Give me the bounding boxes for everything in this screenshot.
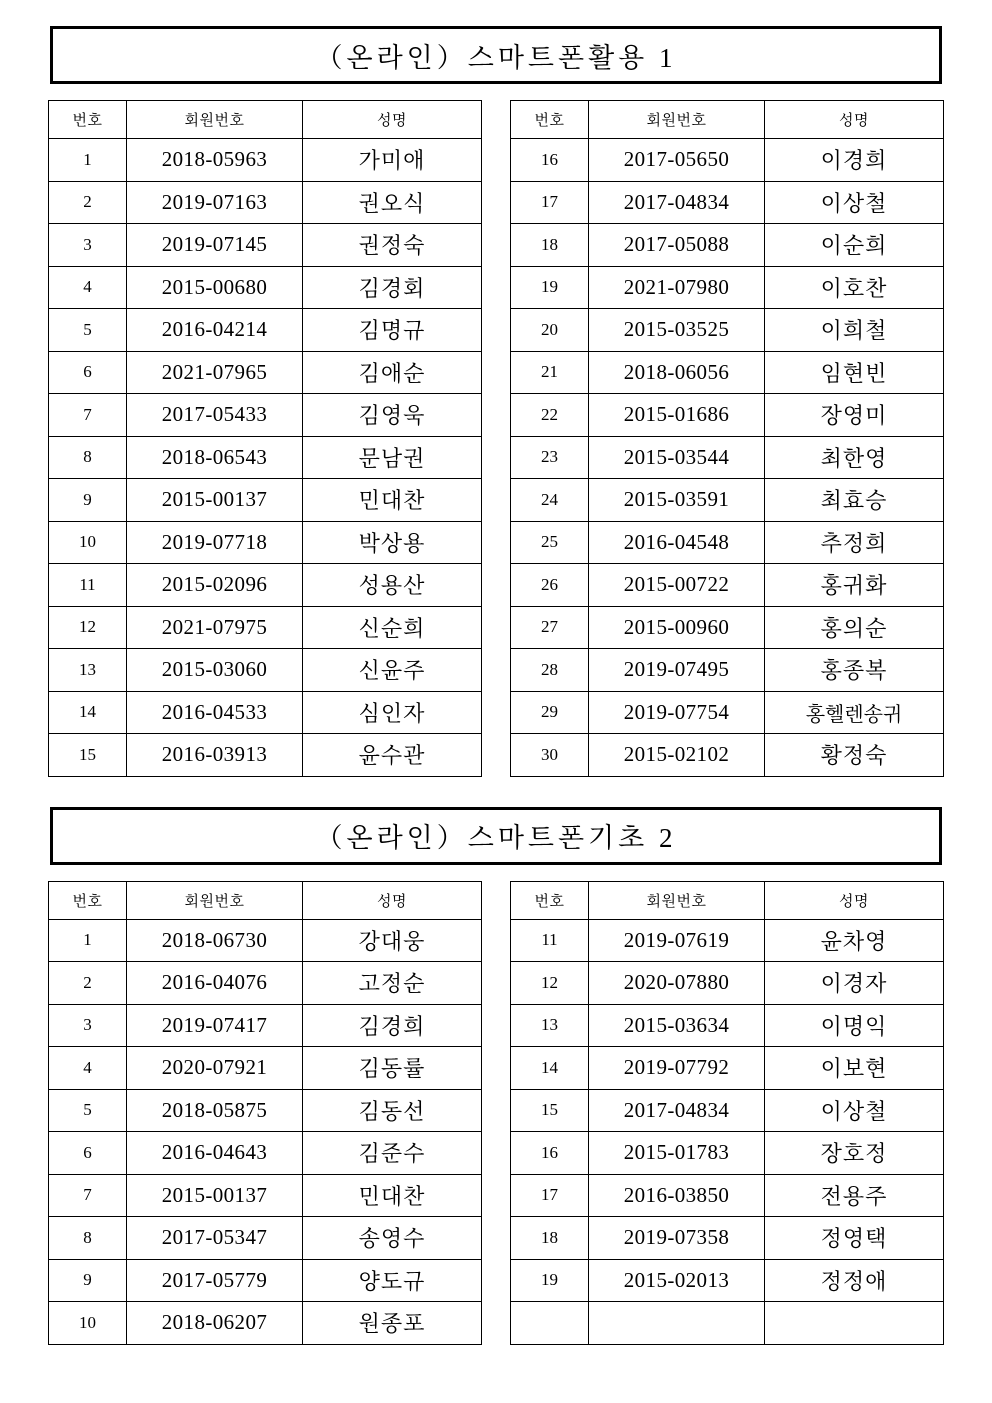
- column-header-member-no: 회원번호: [589, 101, 765, 139]
- table-row: [511, 266, 944, 309]
- table-row: [49, 1302, 482, 1345]
- cell-name: 최효승: [765, 479, 944, 522]
- table-row: [49, 1217, 482, 1260]
- column-header-name: 성명: [765, 101, 944, 139]
- cell-name: [765, 1302, 944, 1345]
- cell-name: 김경회: [303, 266, 482, 309]
- page-title: （온라인）스마트폰기초 2: [315, 823, 677, 853]
- cell-member-no: 2018-05875: [127, 1089, 303, 1132]
- table-row: [49, 266, 482, 309]
- table-row: [49, 309, 482, 352]
- cell-member-no: 2018-06730: [127, 919, 303, 962]
- cell-no: 9: [49, 479, 127, 522]
- cell-no: 26: [511, 564, 589, 607]
- cell-name: 김동률: [303, 1047, 482, 1090]
- cell-no: 30: [511, 734, 589, 777]
- cell-member-no: 2021-07980: [589, 266, 765, 309]
- cell-no: 12: [511, 962, 589, 1005]
- cell-member-no: 2017-05433: [127, 394, 303, 437]
- cell-no: 21: [511, 351, 589, 394]
- cell-member-no: 2015-00722: [589, 564, 765, 607]
- cell-member-no: 2015-03634: [589, 1004, 765, 1047]
- cell-member-no: 2021-07975: [127, 606, 303, 649]
- cell-member-no: 2015-01686: [589, 394, 765, 437]
- cell-member-no: 2015-02013: [589, 1259, 765, 1302]
- table-row: [511, 1259, 944, 1302]
- table-row: [511, 351, 944, 394]
- cell-member-no: 2018-06207: [127, 1302, 303, 1345]
- table-row: [49, 962, 482, 1005]
- cell-member-no: 2017-05650: [589, 139, 765, 182]
- table-row: [511, 1089, 944, 1132]
- column-header-name: 성명: [765, 881, 944, 919]
- cell-name: 박상용: [303, 521, 482, 564]
- table-row: [511, 734, 944, 777]
- cell-member-no: 2019-07718: [127, 521, 303, 564]
- cell-name: 가미애: [303, 139, 482, 182]
- table-row: [511, 394, 944, 437]
- column-header-member-no: 회원번호: [127, 881, 303, 919]
- table-row: [511, 1302, 944, 1345]
- cell-name: 김동선: [303, 1089, 482, 1132]
- cell-name: 이명익: [765, 1004, 944, 1047]
- table-row: [511, 691, 944, 734]
- cell-member-no: 2019-07145: [127, 224, 303, 267]
- cell-name: 강대웅: [303, 919, 482, 962]
- cell-name: 원종포: [303, 1302, 482, 1345]
- section-title-box: [50, 807, 942, 865]
- cell-member-no: 2015-03544: [589, 436, 765, 479]
- cell-no: 8: [49, 1217, 127, 1260]
- table-row: [49, 691, 482, 734]
- cell-member-no: 2017-04834: [589, 1089, 765, 1132]
- cell-no: 14: [49, 691, 127, 734]
- cell-no: 25: [511, 521, 589, 564]
- cell-member-no: 2017-05347: [127, 1217, 303, 1260]
- roster-table-left: [48, 100, 482, 777]
- table-row: [511, 606, 944, 649]
- cell-no: 7: [49, 1174, 127, 1217]
- table-row: [49, 224, 482, 267]
- cell-no: 13: [511, 1004, 589, 1047]
- table-row: [511, 1174, 944, 1217]
- cell-name: 정정애: [765, 1259, 944, 1302]
- cell-no: 10: [49, 1302, 127, 1345]
- table-row: [49, 1259, 482, 1302]
- cell-member-no: 2015-02096: [127, 564, 303, 607]
- cell-no: 23: [511, 436, 589, 479]
- cell-member-no: 2015-00137: [127, 479, 303, 522]
- cell-name: 홍귀화: [765, 564, 944, 607]
- cell-name: 김명규: [303, 309, 482, 352]
- cell-name: 권정숙: [303, 224, 482, 267]
- cell-no: 20: [511, 309, 589, 352]
- cell-name: 이경희: [765, 139, 944, 182]
- cell-name: 윤수관: [303, 734, 482, 777]
- cell-member-no: [589, 1302, 765, 1345]
- cell-member-no: 2016-03913: [127, 734, 303, 777]
- cell-member-no: 2015-03525: [589, 309, 765, 352]
- cell-member-no: 2016-03850: [589, 1174, 765, 1217]
- cell-name: 민대찬: [303, 479, 482, 522]
- cell-name: 이순희: [765, 224, 944, 267]
- table-row: [49, 919, 482, 962]
- table-row: [49, 436, 482, 479]
- roster-tables-row: [48, 881, 944, 1345]
- cell-name: 윤차영: [765, 919, 944, 962]
- cell-no: 5: [49, 1089, 127, 1132]
- cell-member-no: 2015-00137: [127, 1174, 303, 1217]
- cell-member-no: 2019-07358: [589, 1217, 765, 1260]
- cell-name: 이보현: [765, 1047, 944, 1090]
- cell-name: 최한영: [765, 436, 944, 479]
- table-row: [511, 521, 944, 564]
- cell-name: 김애순: [303, 351, 482, 394]
- cell-no: 17: [511, 1174, 589, 1217]
- table-row: [511, 479, 944, 522]
- cell-name: 문남권: [303, 436, 482, 479]
- cell-member-no: 2017-05779: [127, 1259, 303, 1302]
- column-header-no: 번호: [49, 101, 127, 139]
- table-row: [511, 1132, 944, 1175]
- table-row: [49, 1089, 482, 1132]
- cell-member-no: 2015-03591: [589, 479, 765, 522]
- column-header-member-no: 회원번호: [589, 881, 765, 919]
- cell-no: 24: [511, 479, 589, 522]
- table-row: [49, 1047, 482, 1090]
- cell-no: 29: [511, 691, 589, 734]
- cell-no: 15: [511, 1089, 589, 1132]
- cell-no: 3: [49, 1004, 127, 1047]
- cell-member-no: 2020-07880: [589, 962, 765, 1005]
- table-row: [511, 1047, 944, 1090]
- cell-name: 김경희: [303, 1004, 482, 1047]
- table-row: [49, 479, 482, 522]
- column-header-no: 번호: [511, 101, 589, 139]
- column-header-member-no: 회원번호: [127, 101, 303, 139]
- cell-name: 권오식: [303, 181, 482, 224]
- cell-name: 장호정: [765, 1132, 944, 1175]
- cell-name: 이경자: [765, 962, 944, 1005]
- cell-name: 김영욱: [303, 394, 482, 437]
- cell-name: 김준수: [303, 1132, 482, 1175]
- cell-member-no: 2015-02102: [589, 734, 765, 777]
- cell-no: 3: [49, 224, 127, 267]
- cell-no: 19: [511, 1259, 589, 1302]
- cell-member-no: 2015-01783: [589, 1132, 765, 1175]
- table-header-row: [511, 881, 944, 919]
- cell-name: 송영수: [303, 1217, 482, 1260]
- table-row: [511, 139, 944, 182]
- cell-name: 정영택: [765, 1217, 944, 1260]
- table-row: [49, 606, 482, 649]
- cell-member-no: 2018-06543: [127, 436, 303, 479]
- cell-member-no: 2018-05963: [127, 139, 303, 182]
- cell-member-no: 2015-03060: [127, 649, 303, 692]
- cell-no: 17: [511, 181, 589, 224]
- cell-no: 27: [511, 606, 589, 649]
- roster-table-right: [510, 100, 944, 777]
- cell-name: 고정순: [303, 962, 482, 1005]
- cell-member-no: 2015-00960: [589, 606, 765, 649]
- cell-no: 14: [511, 1047, 589, 1090]
- table-row: [49, 1174, 482, 1217]
- roster-table-right: [510, 881, 944, 1345]
- cell-no: 8: [49, 436, 127, 479]
- cell-name: 이상철: [765, 181, 944, 224]
- column-header-name: 성명: [303, 881, 482, 919]
- cell-no: 1: [49, 139, 127, 182]
- cell-name: 양도규: [303, 1259, 482, 1302]
- table-row: [511, 1217, 944, 1260]
- table-row: [49, 521, 482, 564]
- column-header-name: 성명: [303, 101, 482, 139]
- cell-name: 추정희: [765, 521, 944, 564]
- roster-table-left: [48, 881, 482, 1345]
- cell-name: 신순희: [303, 606, 482, 649]
- cell-no: 16: [511, 1132, 589, 1175]
- cell-member-no: 2018-06056: [589, 351, 765, 394]
- cell-no: 2: [49, 181, 127, 224]
- cell-member-no: 2019-07495: [589, 649, 765, 692]
- section-spacer: [48, 777, 944, 807]
- cell-name: 홍의순: [765, 606, 944, 649]
- cell-no: 15: [49, 734, 127, 777]
- cell-name: 장영미: [765, 394, 944, 437]
- table-row: [511, 649, 944, 692]
- table-row: [511, 181, 944, 224]
- cell-no: 18: [511, 224, 589, 267]
- cell-no: 11: [49, 564, 127, 607]
- cell-member-no: 2019-07163: [127, 181, 303, 224]
- cell-no: 28: [511, 649, 589, 692]
- cell-no: 7: [49, 394, 127, 437]
- cell-member-no: 2021-07965: [127, 351, 303, 394]
- section-smartphone-basic-2: [48, 807, 944, 1345]
- cell-no: 5: [49, 309, 127, 352]
- cell-no: 16: [511, 139, 589, 182]
- cell-name: 이상철: [765, 1089, 944, 1132]
- cell-name: 황정숙: [765, 734, 944, 777]
- roster-tables-row: [48, 100, 944, 777]
- cell-no: 2: [49, 962, 127, 1005]
- column-header-no: 번호: [49, 881, 127, 919]
- cell-name: 심인자: [303, 691, 482, 734]
- table-row: [49, 1004, 482, 1047]
- page-title: （온라인）스마트폰활용 1: [315, 42, 677, 73]
- table-header-row: [49, 881, 482, 919]
- cell-no: 19: [511, 266, 589, 309]
- table-row: [49, 564, 482, 607]
- cell-name: 이호찬: [765, 266, 944, 309]
- table-row: [511, 919, 944, 962]
- cell-name: 홍종복: [765, 649, 944, 692]
- cell-no: 4: [49, 266, 127, 309]
- cell-member-no: 2019-07792: [589, 1047, 765, 1090]
- table-header-row: [49, 101, 482, 139]
- cell-name: 신윤주: [303, 649, 482, 692]
- cell-no: 4: [49, 1047, 127, 1090]
- cell-member-no: 2015-00680: [127, 266, 303, 309]
- cell-no: 1: [49, 919, 127, 962]
- cell-member-no: 2016-04548: [589, 521, 765, 564]
- table-row: [511, 1004, 944, 1047]
- cell-name: 이희철: [765, 309, 944, 352]
- table-row: [49, 734, 482, 777]
- table-row: [49, 1132, 482, 1175]
- cell-name: 전용주: [765, 1174, 944, 1217]
- section-smartphone-usage-1: [48, 26, 944, 777]
- cell-member-no: 2019-07619: [589, 919, 765, 962]
- cell-name: 민대찬: [303, 1174, 482, 1217]
- table-row: [511, 436, 944, 479]
- cell-no: 18: [511, 1217, 589, 1260]
- cell-name: 임현빈: [765, 351, 944, 394]
- cell-no: 13: [49, 649, 127, 692]
- table-row: [49, 394, 482, 437]
- cell-member-no: 2016-04533: [127, 691, 303, 734]
- cell-name: 성용산: [303, 564, 482, 607]
- column-header-no: 번호: [511, 881, 589, 919]
- section-title-box: [50, 26, 942, 84]
- cell-no: 11: [511, 919, 589, 962]
- table-row: [511, 309, 944, 352]
- cell-no: 6: [49, 351, 127, 394]
- cell-member-no: 2020-07921: [127, 1047, 303, 1090]
- cell-member-no: 2017-04834: [589, 181, 765, 224]
- table-row: [511, 962, 944, 1005]
- cell-no: 22: [511, 394, 589, 437]
- cell-member-no: 2019-07417: [127, 1004, 303, 1047]
- cell-no: [511, 1302, 589, 1345]
- table-header-row: [511, 101, 944, 139]
- cell-no: 6: [49, 1132, 127, 1175]
- cell-name: 홍헬렌송귀: [765, 691, 944, 734]
- table-row: [49, 181, 482, 224]
- table-row: [511, 564, 944, 607]
- table-row: [511, 224, 944, 267]
- cell-no: 9: [49, 1259, 127, 1302]
- table-row: [49, 139, 482, 182]
- cell-member-no: 2016-04214: [127, 309, 303, 352]
- cell-member-no: 2016-04643: [127, 1132, 303, 1175]
- cell-member-no: 2016-04076: [127, 962, 303, 1005]
- cell-no: 10: [49, 521, 127, 564]
- cell-no: 12: [49, 606, 127, 649]
- table-row: [49, 649, 482, 692]
- cell-member-no: 2019-07754: [589, 691, 765, 734]
- table-row: [49, 351, 482, 394]
- cell-member-no: 2017-05088: [589, 224, 765, 267]
